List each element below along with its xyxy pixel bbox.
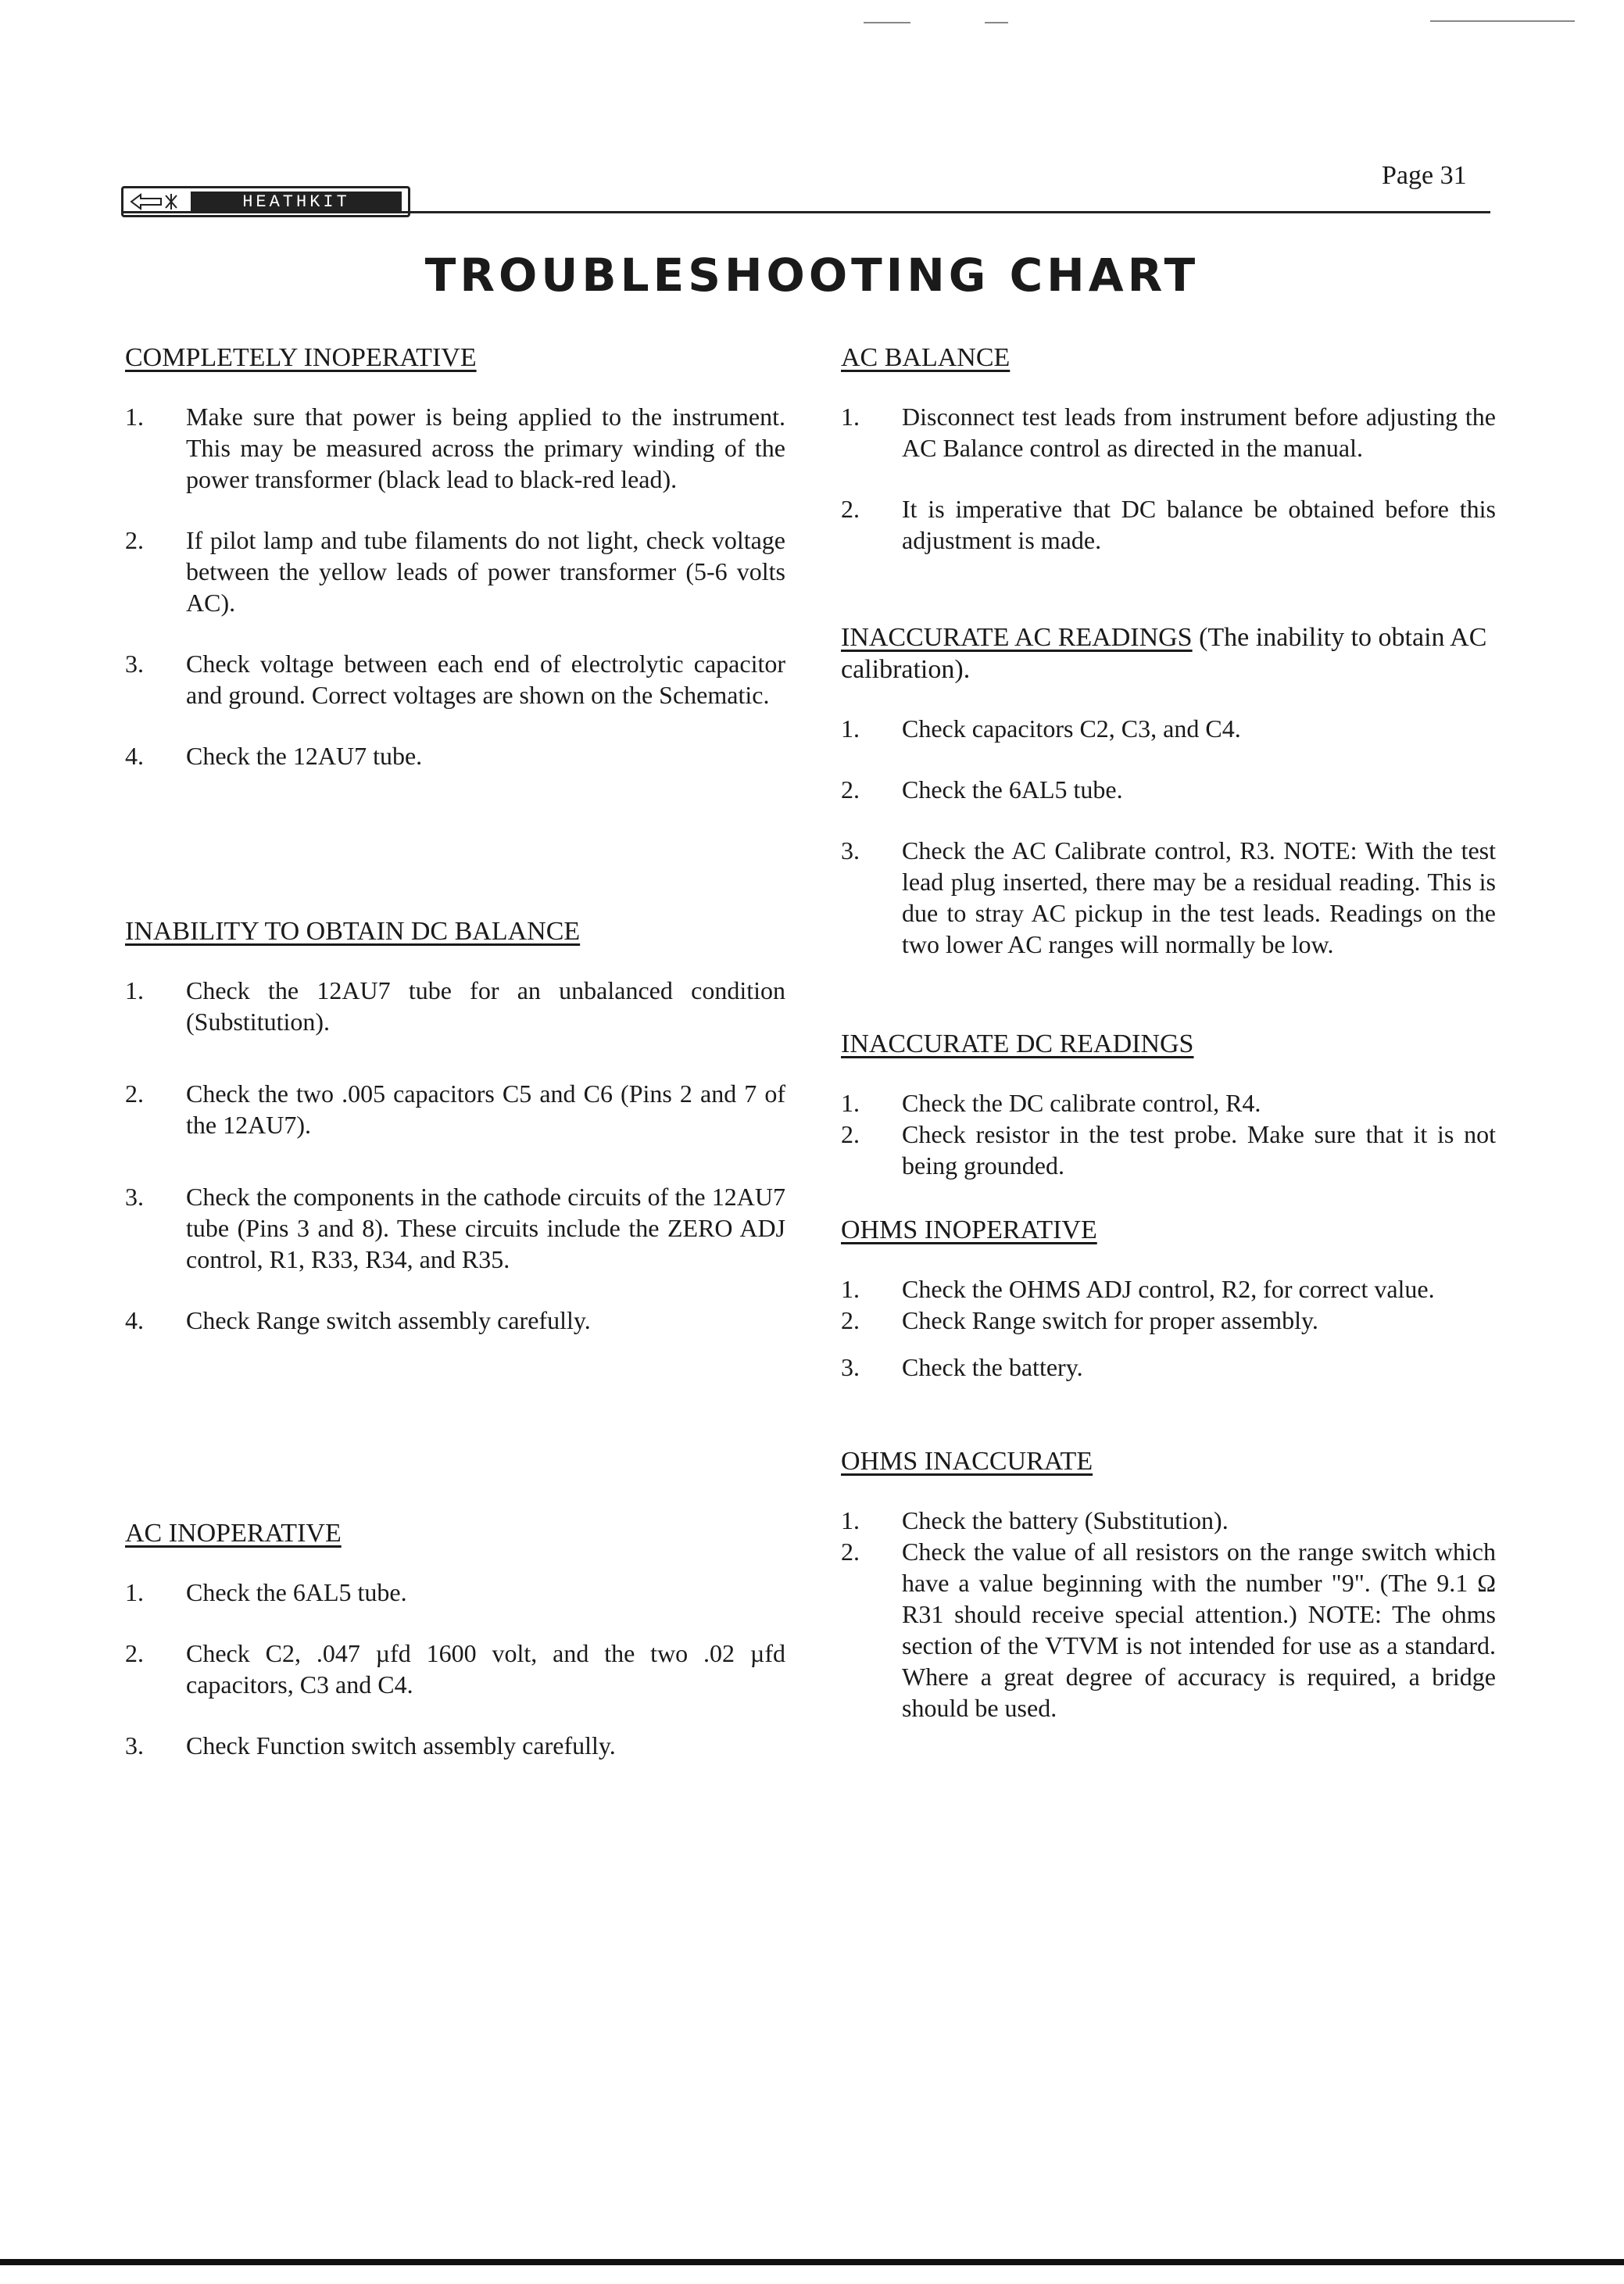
section-ohms-inoperative: [841, 1215, 1496, 1412]
page-number: Page 31: [1382, 161, 1467, 190]
scan-mark: [985, 22, 1008, 23]
section-completely-inoperative: [125, 342, 785, 801]
list-item: 3. Check voltage between each end of electrolytic capacitor and ground. Correct voltages are shown on the Schematic.: [125, 649, 785, 709]
section-heading: AC INOPERATIVE: [125, 1519, 342, 1548]
scan-mark: [1430, 20, 1575, 22]
footer-rule: [0, 2259, 1624, 2265]
section-heading: OHMS INACCURATE: [841, 1447, 1093, 1476]
section-ac-balance: [841, 342, 1496, 585]
list-item: 1. Check capacitors C2, C3, and C4.: [841, 714, 1241, 743]
section-ac-inoperative: [125, 1518, 785, 1791]
section-heading-text: INACCURATE AC READINGS: [841, 623, 1193, 652]
section-heading: COMPLETELY INOPERATIVE: [125, 343, 477, 372]
list-item: 3. Check the AC Calibrate control, R3. NOTE: With the test lead plug inserted, there may be a residual reading. This is due to stray AC pickup in the test leads. Readings on the two lower AC ranges will normally be low.: [841, 836, 1496, 958]
list-item: 2. Check C2, .047 µfd 1600 volt, and the two .02 µfd capacitors, C3 and C4.: [125, 1638, 785, 1699]
list-item: 1. Check the OHMS ADJ control, R2, for correct value.: [841, 1274, 1435, 1303]
section-heading-note: (The inability to obtain AC calibration).: [841, 623, 1487, 684]
list-item: 1. Check the battery (Substitution).: [841, 1505, 1229, 1534]
scan-mark: [864, 22, 910, 23]
list-item: 1. Check the 6AL5 tube.: [125, 1577, 407, 1606]
list-item: 3. Check the battery.: [841, 1352, 1083, 1381]
list-item: 1. Make sure that power is being applied to the instrument. This may be measured across the primary winding of the power transformer (black lead to black-red lead).: [125, 402, 785, 493]
section-heading: [841, 622, 1496, 686]
section-heading: INACCURATE DC READINGS: [841, 1029, 1194, 1058]
list-item: 3. Check the components in the cathode circuits of the 12AU7 tube (Pins 3 and 8). These circuits include the ZERO ADJ control, R1, R33, R34, and R35.: [125, 1182, 785, 1273]
header-rule: [121, 211, 1490, 213]
list-item: 2. It is imperative that DC balance be obtained before this adjustment is made.: [841, 494, 1496, 554]
heathkit-arrow-icon: [130, 192, 188, 211]
section-heading: INABILITY TO OBTAIN DC BALANCE: [125, 917, 581, 946]
list-item: 1. Disconnect test leads from instrument before adjusting the AC Balance control as directed in the manual.: [841, 402, 1496, 462]
list-item: 2. Check Range switch for proper assembly.: [841, 1305, 1318, 1334]
section-heading: OHMS INOPERATIVE: [841, 1215, 1097, 1244]
list-item: 2. Check the value of all resistors on the range switch which have a value beginning with the number "9". (The 9.1 Ω R31 should receive special attention.) NOTE: The ohms section of the VTVM is not intended for use as a standard. Where a great degree of accuracy is required, a bridge should be used.: [841, 1537, 1496, 1722]
list-item: 2. Check the two .005 capacitors C5 and C6 (Pins 2 and 7 of the 12AU7).: [125, 1079, 785, 1139]
list-item: 2. If pilot lamp and tube filaments do not light, check voltage between the yellow leads of power transformer (5-6 volts AC).: [125, 525, 785, 617]
section-inaccurate-ac: [841, 622, 1496, 990]
section-dc-balance: [125, 916, 785, 1366]
list-item: 1. Check the 12AU7 tube for an unbalanced condition (Substitution).: [125, 976, 785, 1036]
list-item: 2. Check the 6AL5 tube.: [841, 775, 1123, 804]
section-heading: AC BALANCE: [841, 343, 1011, 372]
brand-name: HEATHKIT: [191, 192, 402, 212]
list-item: 1. Check the DC calibrate control, R4.: [841, 1088, 1261, 1117]
section-ohms-inaccurate: [841, 1446, 1496, 1753]
section-inaccurate-dc: [841, 1029, 1496, 1211]
list-item: 4. Check Range switch assembly carefully.: [125, 1305, 591, 1334]
list-item: 2. Check resistor in the test probe. Make sure that it is not being grounded.: [841, 1119, 1496, 1180]
list-item: 4. Check the 12AU7 tube.: [125, 741, 423, 770]
page-title: TROUBLESHOOTING CHART: [424, 249, 1200, 302]
list-item: 3. Check Function switch assembly carefully.: [125, 1731, 616, 1760]
